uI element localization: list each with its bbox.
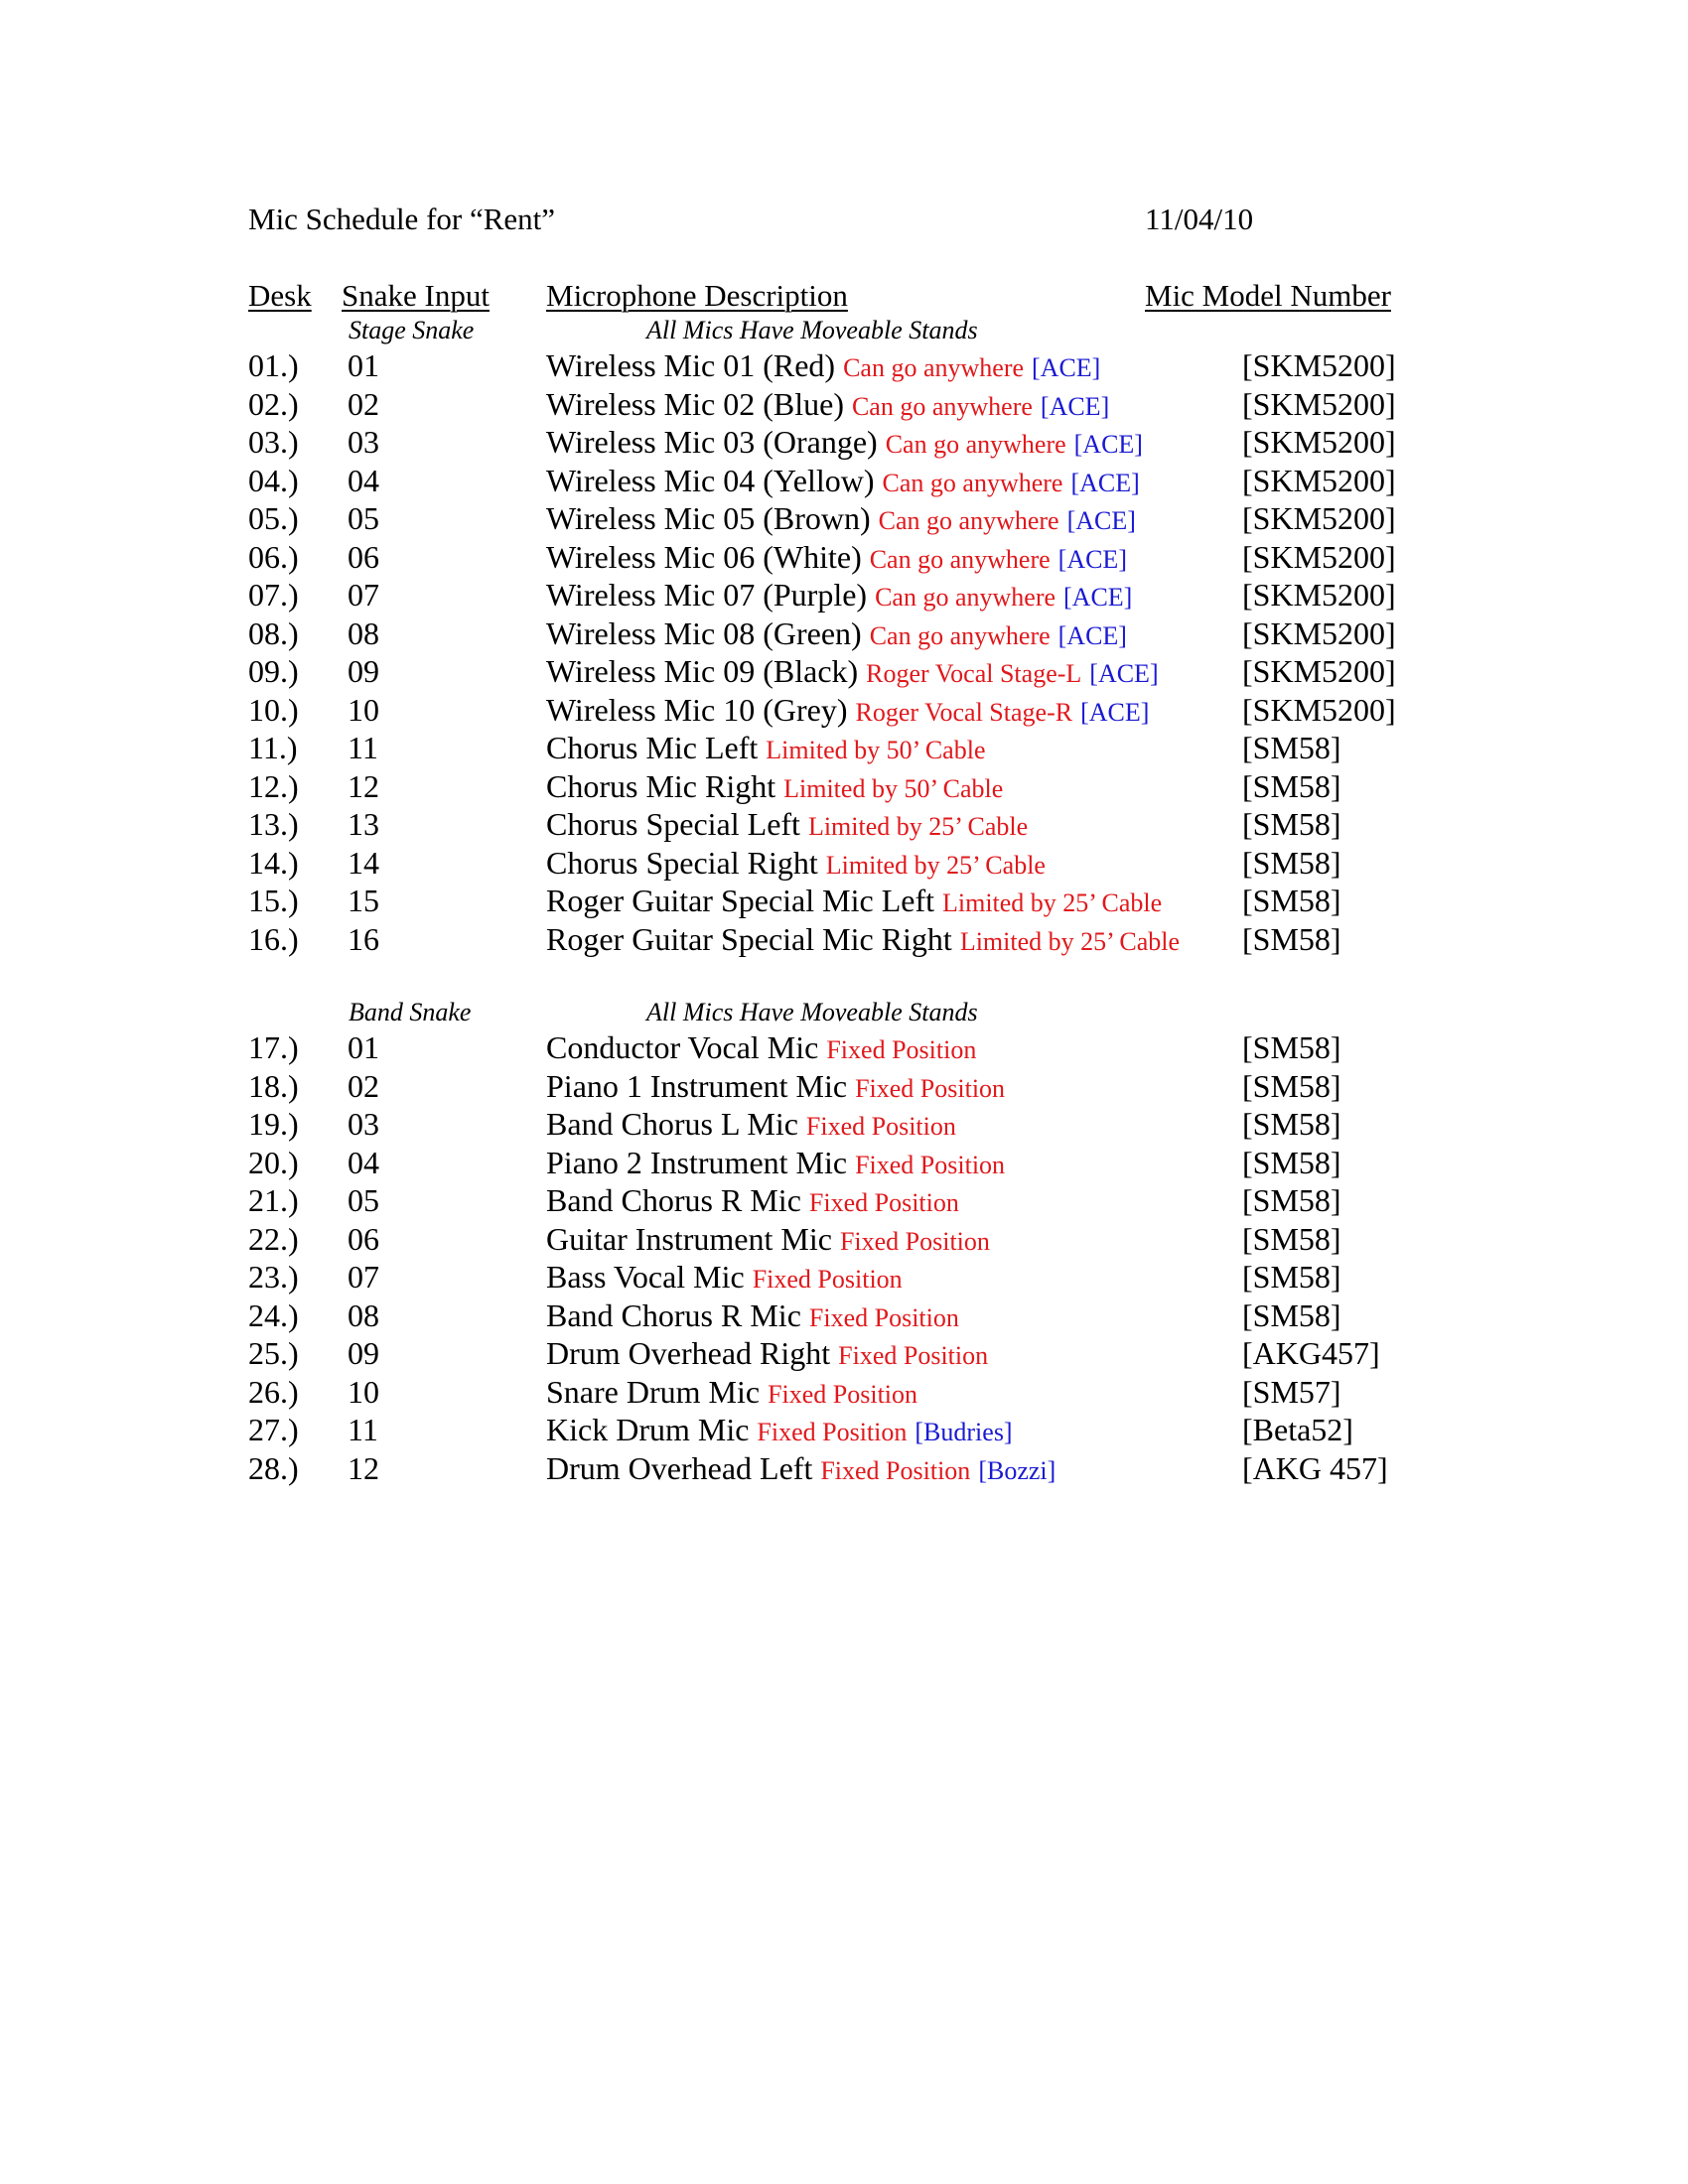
owner-tag: [ACE] [1032, 353, 1101, 382]
snake-input-number: 03 [348, 1106, 379, 1142]
table-row [0, 1374, 1688, 1412]
mic-description: Wireless Mic 03 (Orange) [546, 424, 878, 460]
mic-model-number: [SM58] [1242, 1029, 1341, 1065]
table-row [0, 615, 1688, 653]
table-row [0, 577, 1688, 614]
mic-description-cell [546, 463, 1140, 499]
table-row [0, 653, 1688, 691]
placement-note: Limited by 25’ Cable [825, 850, 1046, 880]
table-row [0, 768, 1688, 806]
table-row [0, 806, 1688, 844]
mic-description: Wireless Mic 06 (White) [546, 538, 862, 575]
mic-description: Chorus Special Right [546, 844, 818, 881]
table-row [0, 1068, 1688, 1106]
mic-model-number: [SKM5200] [1242, 691, 1396, 728]
table-row [0, 1450, 1688, 1488]
placement-note: Limited by 50’ Cable [766, 736, 986, 764]
section-stage-snake-label: Stage Snake [349, 316, 475, 344]
table-row [0, 845, 1688, 883]
mic-model-number: [AKG457] [1242, 1335, 1380, 1371]
mic-description-cell [546, 730, 986, 766]
mic-model-number: [SM58] [1242, 883, 1341, 918]
owner-tag: [ACE] [1057, 620, 1127, 650]
mic-model-number: [SM58] [1242, 806, 1341, 842]
desk-number: 15.) [248, 883, 299, 918]
mic-description: Wireless Mic 09 (Black) [546, 653, 859, 689]
mic-description: Wireless Mic 04 (Yellow) [546, 462, 875, 498]
column-header-description: Microphone Description [546, 278, 848, 313]
mic-description: Band Chorus L Mic [546, 1106, 798, 1142]
mic-description: Wireless Mic 05 (Brown) [546, 500, 871, 536]
table-row [0, 347, 1688, 385]
mic-description-cell [546, 1297, 959, 1334]
table-row [0, 730, 1688, 767]
mic-description-cell [546, 921, 1180, 958]
desk-number: 24.) [248, 1297, 299, 1333]
snake-input-number: 14 [348, 844, 379, 881]
desk-number: 20.) [248, 1144, 299, 1180]
mic-description-cell [546, 500, 1136, 537]
mic-description: Piano 2 Instrument Mic [546, 1144, 848, 1180]
snake-input-number: 04 [348, 462, 379, 498]
snake-input-number: 08 [348, 1297, 379, 1333]
mic-description-cell [546, 1335, 988, 1372]
mic-model-number: [SKM5200] [1242, 347, 1396, 383]
mic-description: Snare Drum Mic [546, 1373, 761, 1410]
owner-tag: [ACE] [1040, 391, 1110, 421]
mic-description: Guitar Instrument Mic [546, 1220, 832, 1257]
table-row [0, 424, 1688, 462]
desk-number: 01.) [248, 347, 299, 383]
mic-description-cell [546, 347, 1100, 384]
placement-note: Can go anywhere [885, 430, 1066, 459]
mic-model-number: [SM58] [1242, 844, 1341, 881]
mic-description: Roger Guitar Special Mic Left [546, 883, 934, 918]
mic-description: Chorus Special Left [546, 806, 800, 842]
mic-description: Kick Drum Mic [546, 1412, 750, 1447]
mic-model-number: [SKM5200] [1242, 500, 1396, 536]
snake-input-number: 01 [348, 1029, 379, 1065]
mic-description-cell [546, 1374, 917, 1411]
mic-description-cell [546, 1450, 1055, 1487]
snake-input-number: 06 [348, 538, 379, 575]
mic-model-number: [SKM5200] [1242, 385, 1396, 422]
mic-description: Bass Vocal Mic [546, 1259, 745, 1295]
snake-input-number: 05 [348, 1182, 379, 1218]
snake-input-number: 03 [348, 424, 379, 460]
mic-model-number: [SKM5200] [1242, 424, 1396, 460]
mic-description: Band Chorus R Mic [546, 1182, 801, 1218]
desk-number: 22.) [248, 1220, 299, 1257]
snake-input-number: 07 [348, 1259, 379, 1295]
table-row [0, 1335, 1688, 1373]
placement-note: Can go anywhere [878, 506, 1059, 535]
snake-input-number: 04 [348, 1144, 379, 1180]
snake-input-number: 15 [348, 883, 379, 918]
table-row [0, 1029, 1688, 1067]
mic-model-number: [SM58] [1242, 1106, 1341, 1142]
placement-note: Fixed Position [757, 1418, 908, 1446]
desk-number: 03.) [248, 424, 299, 460]
mic-model-number: [AKG 457] [1242, 1449, 1388, 1486]
table-row [0, 1145, 1688, 1182]
placement-note: Fixed Position [808, 1188, 959, 1217]
table-row [0, 921, 1688, 959]
table-row [0, 1221, 1688, 1259]
table-row [0, 1297, 1688, 1335]
owner-tag: [Budries] [914, 1418, 1013, 1446]
desk-number: 19.) [248, 1106, 299, 1142]
mic-model-number: [SM58] [1242, 1297, 1341, 1333]
table-row [0, 883, 1688, 920]
placement-note: Roger Vocal Stage-L [866, 659, 1082, 688]
snake-input-number: 09 [348, 1335, 379, 1371]
section-band-snake-note: All Mics Have Moveable Stands [646, 998, 978, 1026]
owner-tag: [ACE] [1066, 506, 1136, 535]
mic-description: Conductor Vocal Mic [546, 1029, 819, 1065]
mic-model-number: [SM58] [1242, 1182, 1341, 1218]
mic-description-cell [546, 1068, 1005, 1105]
placement-note: Fixed Position [808, 1302, 959, 1332]
mic-model-number: [SKM5200] [1242, 614, 1396, 651]
mic-description: Wireless Mic 08 (Green) [546, 614, 862, 651]
mic-description-cell [546, 692, 1149, 729]
mic-description-cell [546, 1145, 1005, 1181]
mic-model-number: [SM58] [1242, 767, 1341, 804]
mic-description-cell [546, 845, 1046, 882]
desk-number: 26.) [248, 1373, 299, 1410]
placement-note: Can go anywhere [875, 583, 1056, 612]
mic-model-number: [SM58] [1242, 1067, 1341, 1104]
mic-model-number: [SKM5200] [1242, 577, 1396, 613]
owner-tag: [ACE] [1057, 544, 1127, 574]
desk-number: 02.) [248, 385, 299, 422]
snake-input-number: 10 [348, 1373, 379, 1410]
table-row [0, 1182, 1688, 1220]
mic-description-cell [546, 1182, 959, 1219]
placement-note: Can go anywhere [843, 353, 1025, 382]
desk-number: 27.) [248, 1412, 299, 1447]
table-row [0, 463, 1688, 500]
table-row [0, 1412, 1688, 1449]
snake-input-number: 05 [348, 500, 379, 536]
snake-input-number: 02 [348, 1067, 379, 1104]
snake-input-number: 11 [348, 1412, 378, 1447]
desk-number: 08.) [248, 614, 299, 651]
mic-description-cell [546, 806, 1028, 843]
mic-description: Band Chorus R Mic [546, 1297, 801, 1333]
mic-description-cell [546, 768, 1003, 805]
mic-description-cell [546, 1029, 976, 1066]
section-stage-snake-note: All Mics Have Moveable Stands [646, 316, 978, 344]
mic-description: Piano 1 Instrument Mic [546, 1067, 848, 1104]
mic-model-number: [SM58] [1242, 1220, 1341, 1257]
mic-description: Drum Overhead Left [546, 1449, 813, 1486]
desk-number: 17.) [248, 1029, 299, 1065]
placement-note: Fixed Position [826, 1035, 977, 1064]
column-header-snake-input: Snake Input [342, 278, 490, 313]
owner-tag: [ACE] [1063, 583, 1133, 612]
mic-model-number: [Beta52] [1242, 1412, 1353, 1447]
desk-number: 07.) [248, 577, 299, 613]
mic-model-number: [SM57] [1242, 1373, 1341, 1410]
placement-note: Can go anywhere [869, 620, 1051, 650]
mic-description-cell [546, 615, 1127, 652]
desk-number: 14.) [248, 844, 299, 881]
mic-description-cell [546, 883, 1162, 919]
desk-number: 21.) [248, 1182, 299, 1218]
placement-note: Limited by 25’ Cable [959, 926, 1181, 956]
placement-note: Roger Vocal Stage-R [855, 697, 1073, 727]
mic-model-number: [SKM5200] [1242, 462, 1396, 498]
desk-number: 18.) [248, 1067, 299, 1104]
snake-input-number: 02 [348, 385, 379, 422]
mic-description: Drum Overhead Right [546, 1335, 831, 1371]
mic-description: Roger Guitar Special Mic Right [546, 920, 952, 957]
owner-tag: [ACE] [1089, 659, 1159, 688]
placement-note: Fixed Position [855, 1150, 1006, 1179]
placement-note: Can go anywhere [882, 468, 1063, 497]
mic-description-cell [546, 1106, 956, 1143]
mic-description-cell [546, 1259, 903, 1296]
column-header-model: Mic Model Number [1145, 278, 1391, 313]
mic-description-cell [546, 577, 1132, 614]
table-row [0, 692, 1688, 730]
document-title: Mic Schedule for “Rent” [248, 202, 556, 236]
document-date: 11/04/10 [1145, 202, 1254, 236]
desk-number: 16.) [248, 920, 299, 957]
table-row [0, 500, 1688, 538]
desk-number: 04.) [248, 462, 299, 498]
placement-note: Fixed Position [752, 1265, 903, 1294]
owner-tag: [ACE] [1070, 468, 1140, 497]
mic-model-number: [SM58] [1242, 920, 1341, 957]
placement-note: Fixed Position [805, 1112, 956, 1141]
table-row [0, 386, 1688, 424]
snake-input-number: 08 [348, 614, 379, 651]
desk-number: 12.) [248, 767, 299, 804]
mic-description-cell [546, 653, 1159, 690]
desk-number: 06.) [248, 538, 299, 575]
owner-tag: [ACE] [1080, 697, 1150, 727]
placement-note: Fixed Position [768, 1379, 918, 1409]
snake-input-number: 12 [348, 767, 379, 804]
placement-note: Can go anywhere [869, 544, 1051, 574]
mic-model-number: [SKM5200] [1242, 538, 1396, 575]
table-row [0, 539, 1688, 577]
desk-number: 28.) [248, 1449, 299, 1486]
snake-input-number: 10 [348, 691, 379, 728]
mic-description: Wireless Mic 02 (Blue) [546, 385, 844, 422]
placement-note: Fixed Position [855, 1073, 1006, 1103]
mic-model-number: [SKM5200] [1242, 653, 1396, 689]
mic-description-cell [546, 539, 1127, 576]
placement-note: Can go anywhere [851, 391, 1033, 421]
mic-model-number: [SM58] [1242, 730, 1341, 765]
mic-description: Wireless Mic 10 (Grey) [546, 691, 848, 728]
desk-number: 13.) [248, 806, 299, 842]
table-row [0, 1106, 1688, 1144]
owner-tag: [ACE] [1073, 430, 1143, 459]
mic-description: Chorus Mic Left [546, 730, 759, 765]
desk-number: 23.) [248, 1259, 299, 1295]
placement-note: Fixed Position [820, 1455, 971, 1485]
table-row [0, 1259, 1688, 1297]
column-header-desk: Desk [248, 278, 312, 313]
desk-number: 09.) [248, 653, 299, 689]
desk-number: 10.) [248, 691, 299, 728]
mic-description-cell [546, 386, 1109, 423]
snake-input-number: 07 [348, 577, 379, 613]
snake-input-number: 01 [348, 347, 379, 383]
snake-input-number: 11 [348, 730, 378, 765]
placement-note: Limited by 25’ Cable [941, 888, 1163, 917]
desk-number: 05.) [248, 500, 299, 536]
owner-tag: [Bozzi] [978, 1455, 1056, 1485]
placement-note: Limited by 50’ Cable [783, 773, 1004, 803]
placement-note: Fixed Position [839, 1226, 990, 1256]
snake-input-number: 12 [348, 1449, 379, 1486]
mic-description: Chorus Mic Right [546, 767, 776, 804]
mic-model-number: [SM58] [1242, 1144, 1341, 1180]
section-band-snake-label: Band Snake [349, 998, 472, 1026]
desk-number: 25.) [248, 1335, 299, 1371]
mic-description-cell [546, 1221, 990, 1258]
mic-model-number: [SM58] [1242, 1259, 1341, 1295]
mic-description-cell [546, 424, 1143, 461]
mic-description-cell [546, 1412, 1013, 1448]
placement-note: Fixed Position [838, 1341, 989, 1370]
snake-input-number: 13 [348, 806, 379, 842]
snake-input-number: 06 [348, 1220, 379, 1257]
mic-description: Wireless Mic 01 (Red) [546, 347, 836, 383]
snake-input-number: 16 [348, 920, 379, 957]
mic-description: Wireless Mic 07 (Purple) [546, 577, 868, 613]
desk-number: 11.) [248, 730, 298, 765]
snake-input-number: 09 [348, 653, 379, 689]
placement-note: Limited by 25’ Cable [807, 812, 1029, 841]
